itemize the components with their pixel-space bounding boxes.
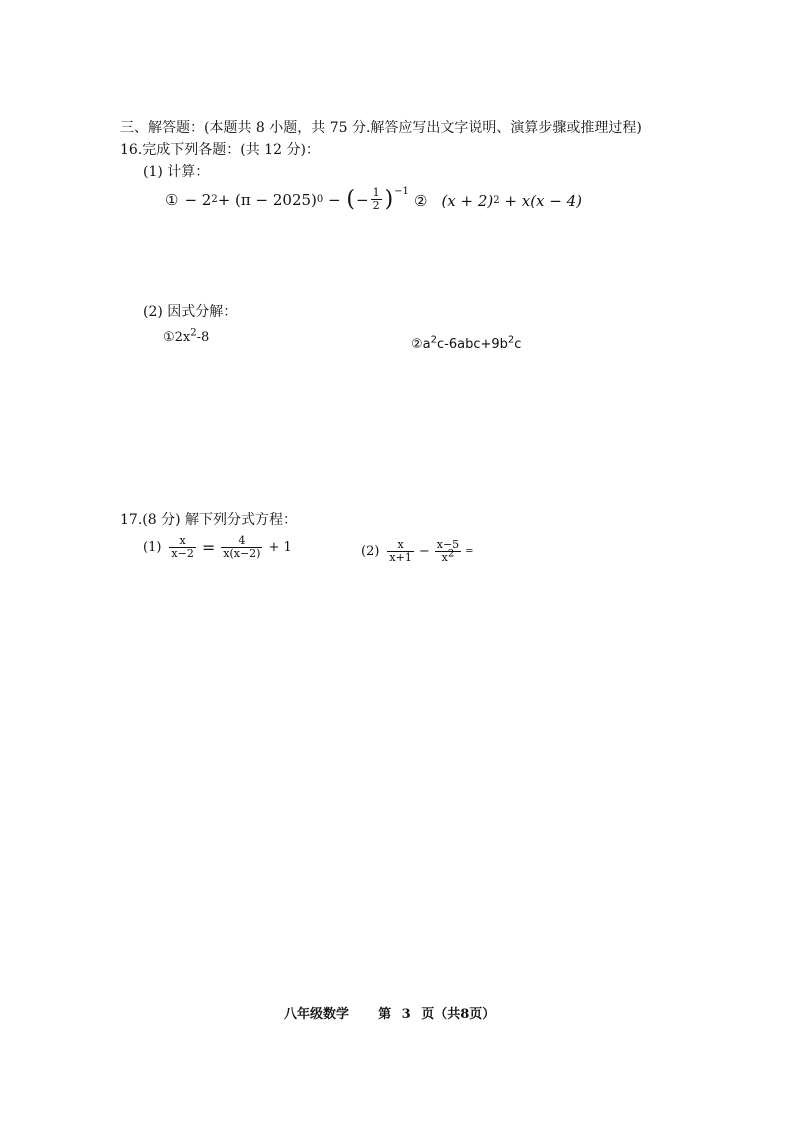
exponent: 2 (447, 548, 455, 560)
fraction (169, 535, 195, 560)
fraction (435, 539, 461, 564)
denominator: x−2 (171, 547, 194, 560)
term-c: c (514, 337, 522, 352)
numerator: 4 (238, 534, 246, 547)
numerator: x−5 (436, 538, 460, 551)
term-a: (x + 2) (441, 192, 494, 210)
label: (2) (361, 544, 380, 559)
exponent: 2 (430, 334, 437, 346)
term-mid: + (π − 2025) (217, 190, 317, 209)
fraction (387, 539, 413, 564)
tail: = (465, 546, 474, 557)
fraction (371, 187, 382, 212)
calc-expression-2: ② (x + 2) 2 + x(x − 4) (414, 192, 583, 210)
marker: ② (414, 192, 428, 210)
denominator (440, 548, 457, 564)
term-lead: − 2 (184, 190, 212, 209)
fraction (221, 535, 262, 560)
tail: + 1 (268, 540, 292, 555)
equation-2 (361, 539, 474, 564)
subject: 八年级数学 (284, 1007, 350, 1022)
term-b: c-6abc+9b (437, 337, 508, 352)
page-number: 3 (401, 1007, 411, 1022)
page-suffix: 页（共8页） (421, 1007, 496, 1022)
part-2-label: (2) 因式分解： (143, 304, 238, 320)
calc-expression-1: ① − 2 2 + (π − 2025) 0 − ( − $\frac{1}{2}$ ) $^{-1}$ (165, 185, 409, 212)
page-prefix: 第 (378, 1007, 392, 1022)
marker: ② (411, 337, 423, 352)
factor-expression-2 (411, 334, 522, 352)
minus: − (323, 190, 346, 209)
section-title: 三、解答题：(本题共 8 小题，共 75 分.解答应写出文字说明、演算步骤或推理过程) (120, 120, 642, 136)
term-a: a (422, 337, 431, 352)
paren-open: ( (346, 186, 355, 212)
term-b: -8 (196, 330, 210, 345)
numerator: x (397, 538, 404, 551)
factor-expression-1 (163, 327, 210, 345)
paren-close: ) (384, 186, 394, 212)
equation-1 (143, 535, 292, 560)
exponent: 2 (190, 327, 197, 339)
neg: − (355, 190, 369, 209)
term-b: + x(x − 4) (499, 192, 583, 210)
equals: = (201, 538, 216, 557)
denominator: 2 (372, 199, 380, 212)
exponent: 2 (507, 334, 515, 346)
denominator: x(x−2) (223, 547, 261, 560)
denominator: x+1 (389, 551, 412, 564)
marker: ① (163, 330, 175, 345)
page-footer (284, 1003, 495, 1022)
question-17-title: 17.(8 分) 解下列分式方程： (120, 512, 297, 528)
question-16-title: 16.完成下列各题：(共 12 分)： (120, 142, 320, 158)
label: (1) (143, 540, 162, 555)
minus: − (418, 544, 430, 559)
marker: ① (165, 190, 179, 209)
den-base: x (441, 551, 448, 564)
numerator: x (179, 534, 186, 547)
part-1-label: (1) 计算： (143, 164, 210, 180)
term-a: 2x (174, 330, 191, 345)
numerator: 1 (372, 186, 380, 199)
